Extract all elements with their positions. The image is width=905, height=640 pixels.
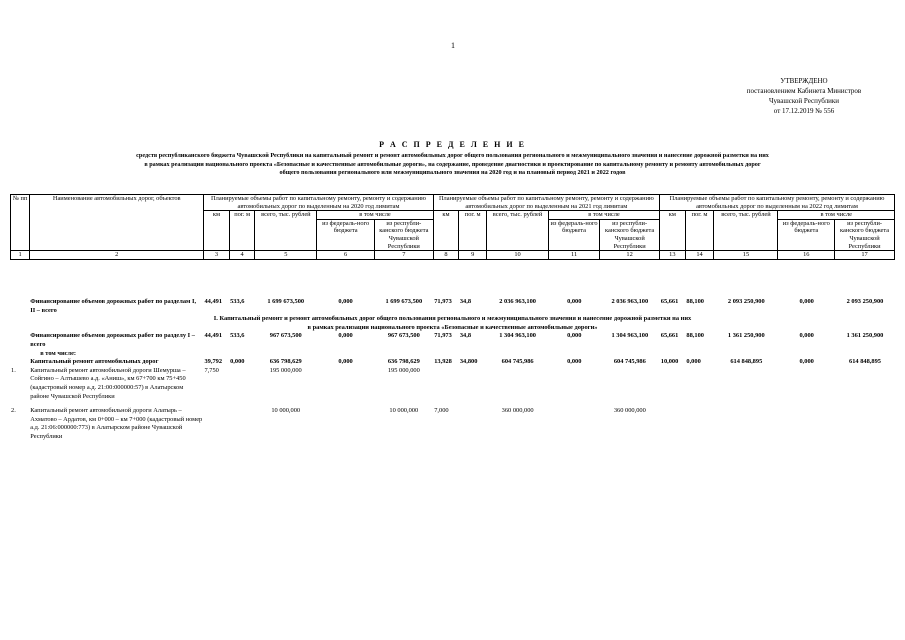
col-num: 17 [835,251,895,260]
cell: 7,750 [204,366,219,374]
cell: 1 361 250,900 [727,332,765,340]
cell: 1 699 673,500 [385,298,423,305]
data-table [10,298,895,442]
cell: 360 000,000 [501,407,534,415]
section-heading-line-1: I. Капитальный ремонт и ремонт автомобильных дорог общего пользования регионального и межмуниципального значения и нанесение дорожной разметки на них [213,315,692,323]
cell: 34,8 [459,332,472,340]
header-republic: из республи-канского бюджета Чувашской Республики [600,219,660,250]
cell [317,367,375,401]
cell: 1 304 963,100 [499,332,536,340]
table-row-kap [10,358,895,367]
cell: 34,800 [459,358,478,366]
header-name: Наименование автомобильных дорог, объектов [30,195,204,251]
cell: 360 000,000 [613,407,646,415]
row-name [29,332,203,358]
header-federal: из федераль-ного бюджета [778,219,835,250]
cell: 604 745,986 [613,358,646,366]
cell: 13,928 [434,358,452,366]
cell [835,367,895,401]
cell: 533,6 [230,332,245,340]
header-total: всего, тыс. рублей [255,211,317,251]
col-num: 8 [433,251,459,260]
cell: 65,661 [660,332,679,340]
cell [549,407,600,441]
cell [714,407,778,441]
cell [600,367,660,401]
cell: 10 000,000 [271,407,301,415]
table-row-fin-section1 [10,332,895,358]
row-num: 2. [11,407,16,415]
cell [229,367,255,401]
subtitle-line-2: в рамках реализации национального проекта «Безопасные и качественные автомобильные дороги», на содержание, проведение диагностики и проектирование по капитальному ремонту и ремонту автомобильных дорог [144,160,761,168]
col-num: 2 [30,251,204,260]
approval-line-1: УТВЕРЖДЕНО [780,77,828,85]
cell [660,367,686,401]
cell: 2 093 250,900 [727,298,765,305]
document-title: Р А С П Р Е Д Е Л Е Н И Е [379,140,526,149]
header-federal: из федераль-ного бюджета [317,219,375,250]
cell [459,407,487,441]
cell: 44,491 [204,298,223,305]
cell: 533,6 [230,298,245,305]
cell: 7,000 [434,407,449,415]
cell: 10,000 [660,358,679,366]
cell: 614 848,895 [849,358,881,366]
cell: 2 036 963,100 [499,298,536,305]
cell: 1 361 250,900 [846,332,884,340]
col-num: 15 [714,251,778,260]
header-pm: пог. м [229,211,255,251]
subtitle-line-3: общего пользования регионального или межмуниципального значения на 2020 год и на плановый период 2021 и 2022 годов [279,169,626,177]
cell [549,367,600,401]
cell [835,407,895,441]
page-number: 1 [451,41,455,50]
cell: 195 000,000 [269,366,302,374]
cell: 1 699 673,500 [267,298,305,305]
column-number-row [11,251,895,260]
header-plan-2020: Планируемые объемы работ по капитальному ремонту, ремонту и содержанию автомобильных дорог по выделенным на 2020 год лимитам [204,195,434,211]
col-num: 10 [487,251,549,260]
cell: 604 745,986 [501,358,534,366]
cell: 88,100 [686,298,704,305]
cell [778,407,835,441]
cell [685,407,714,441]
cell: 0,000 [799,298,814,305]
approval-stamp [724,76,884,116]
cell: 0,000 [799,358,814,366]
cell: 39,792 [204,358,223,366]
header-plan-2022: Планируемые объемы работ по капитальному ремонту, ремонту и содержанию автомобильных дорог по выделенным на 2022 год лимитам [660,195,895,211]
row-name-line: Финансирование объемов дорожных работ по разделу I – всего [30,332,195,348]
cell: 967 673,500 [269,332,302,340]
cell: 967 673,500 [387,332,420,340]
col-num: 16 [778,251,835,260]
col-num: 11 [548,251,599,260]
cell: 44,491 [204,332,223,340]
cell: 0,000 [338,358,353,366]
col-num: 14 [685,251,714,260]
cell [487,367,549,401]
header-incl: в том числе [778,211,895,220]
cell: 0,000 [230,358,245,366]
col-num: 13 [660,251,686,260]
cell: 0,000 [567,358,582,366]
cell: 10 000,000 [389,407,419,415]
cell: 1 304 963,100 [611,332,649,340]
cell: 71,973 [434,298,452,305]
cell [229,407,255,441]
cell: 614 848,895 [730,358,763,366]
cell: 88,100 [686,332,704,340]
cell [714,367,778,401]
cell: 0,000 [338,332,353,340]
table-row-fin-total [10,298,895,315]
section-heading-line-2: в рамках реализации национального проекта «Безопасные и качественные автомобильные дороги» [307,323,598,331]
col-num: 6 [317,251,375,260]
cell: 34,8 [459,298,472,305]
cell [317,407,375,441]
col-num: 3 [204,251,230,260]
col-num: 5 [255,251,317,260]
cell: 0,000 [799,332,814,340]
cell: 195 000,000 [387,366,420,374]
header-incl: в том числе [317,211,433,220]
row-name-sub: в том числе: [40,349,77,357]
row-name: Капитальный ремонт автомобильной дороги Алатырь – Ахматово – Ардатов, км 0+000 – км 7+000 (кадастровый номер а.д. 21:06:000000:773) в Алатырском районе Чувашской Республики [30,407,203,440]
cell: 636 798,629 [269,358,302,366]
subtitle-line-1: средств республиканского бюджета Чувашской Республики на капитальный ремонт и ремонт автомобильных дорог общего пользования регионального и межмуниципального значения и нанесение дорожной разметки на них [136,152,769,159]
approval-line-4: от 17.12.2019 № 556 [773,107,835,115]
approval-line-2: постановлением Кабинета Министров [746,87,862,95]
col-num: 12 [600,251,660,260]
cell: 0,000 [338,298,353,305]
header-total: всего, тыс. рублей [487,211,549,251]
header-pm: пог. м [685,211,714,251]
cell: 0,000 [567,332,582,340]
approval-line-3: Чувашской Республики [768,97,840,105]
cell [660,407,686,441]
col-num: 9 [459,251,487,260]
row-num: 1. [11,366,16,374]
col-num: 7 [374,251,433,260]
col-num: 4 [229,251,255,260]
table-row-item-2 [10,407,895,441]
header-plan-2021: Планируемые объемы работ по капитальному ремонту, ремонту и содержанию автомобильных дорог по выделенным на 2021 год лимитам [433,195,659,211]
cell: 71,973 [434,332,452,340]
cell: 65,661 [660,298,679,305]
header-republic: из республи-канского бюджета Чувашской Республики [835,219,895,250]
header-km: км [660,211,686,251]
table-row-item-1 [10,367,895,401]
header-table [10,194,895,260]
header-incl: в том числе [548,211,659,220]
header-km: км [433,211,459,251]
cell: 636 798,629 [387,358,420,366]
cell [778,367,835,401]
header-pm: пог. м [459,211,487,251]
cell [685,367,714,401]
document-subtitle [10,152,895,178]
cell [203,407,229,441]
cell: 0,000 [567,298,582,305]
row-name: Финансирование объемов дорожных работ по разделам I, II – всего [30,298,197,314]
header-republic: из республи-канского бюджета Чувашской Республики [374,219,433,250]
cell [433,367,459,401]
col-num: 1 [11,251,30,260]
cell: 2 093 250,900 [846,298,884,305]
section-heading [10,315,895,332]
row-name: Капитальный ремонт автомобильной дороги Шемурша – Сойгино – Алтышево а.д. «Аниш», км 67+700 км 75+450 (кадастровый номер а.д. 21:00:000000:57) в Алатырском районе Чувашской Республики [30,366,186,400]
header-num: № пп [11,195,30,251]
row-name: Капитальный ремонт автомобильных дорог [30,358,159,366]
header-km: км [204,211,230,251]
cell: 0,000 [686,358,701,366]
cell [459,367,487,401]
header-total: всего, тыс. рублей [714,211,778,251]
cell: 2 036 963,100 [611,298,649,305]
header-federal: из федераль-ного бюджета [548,219,599,250]
